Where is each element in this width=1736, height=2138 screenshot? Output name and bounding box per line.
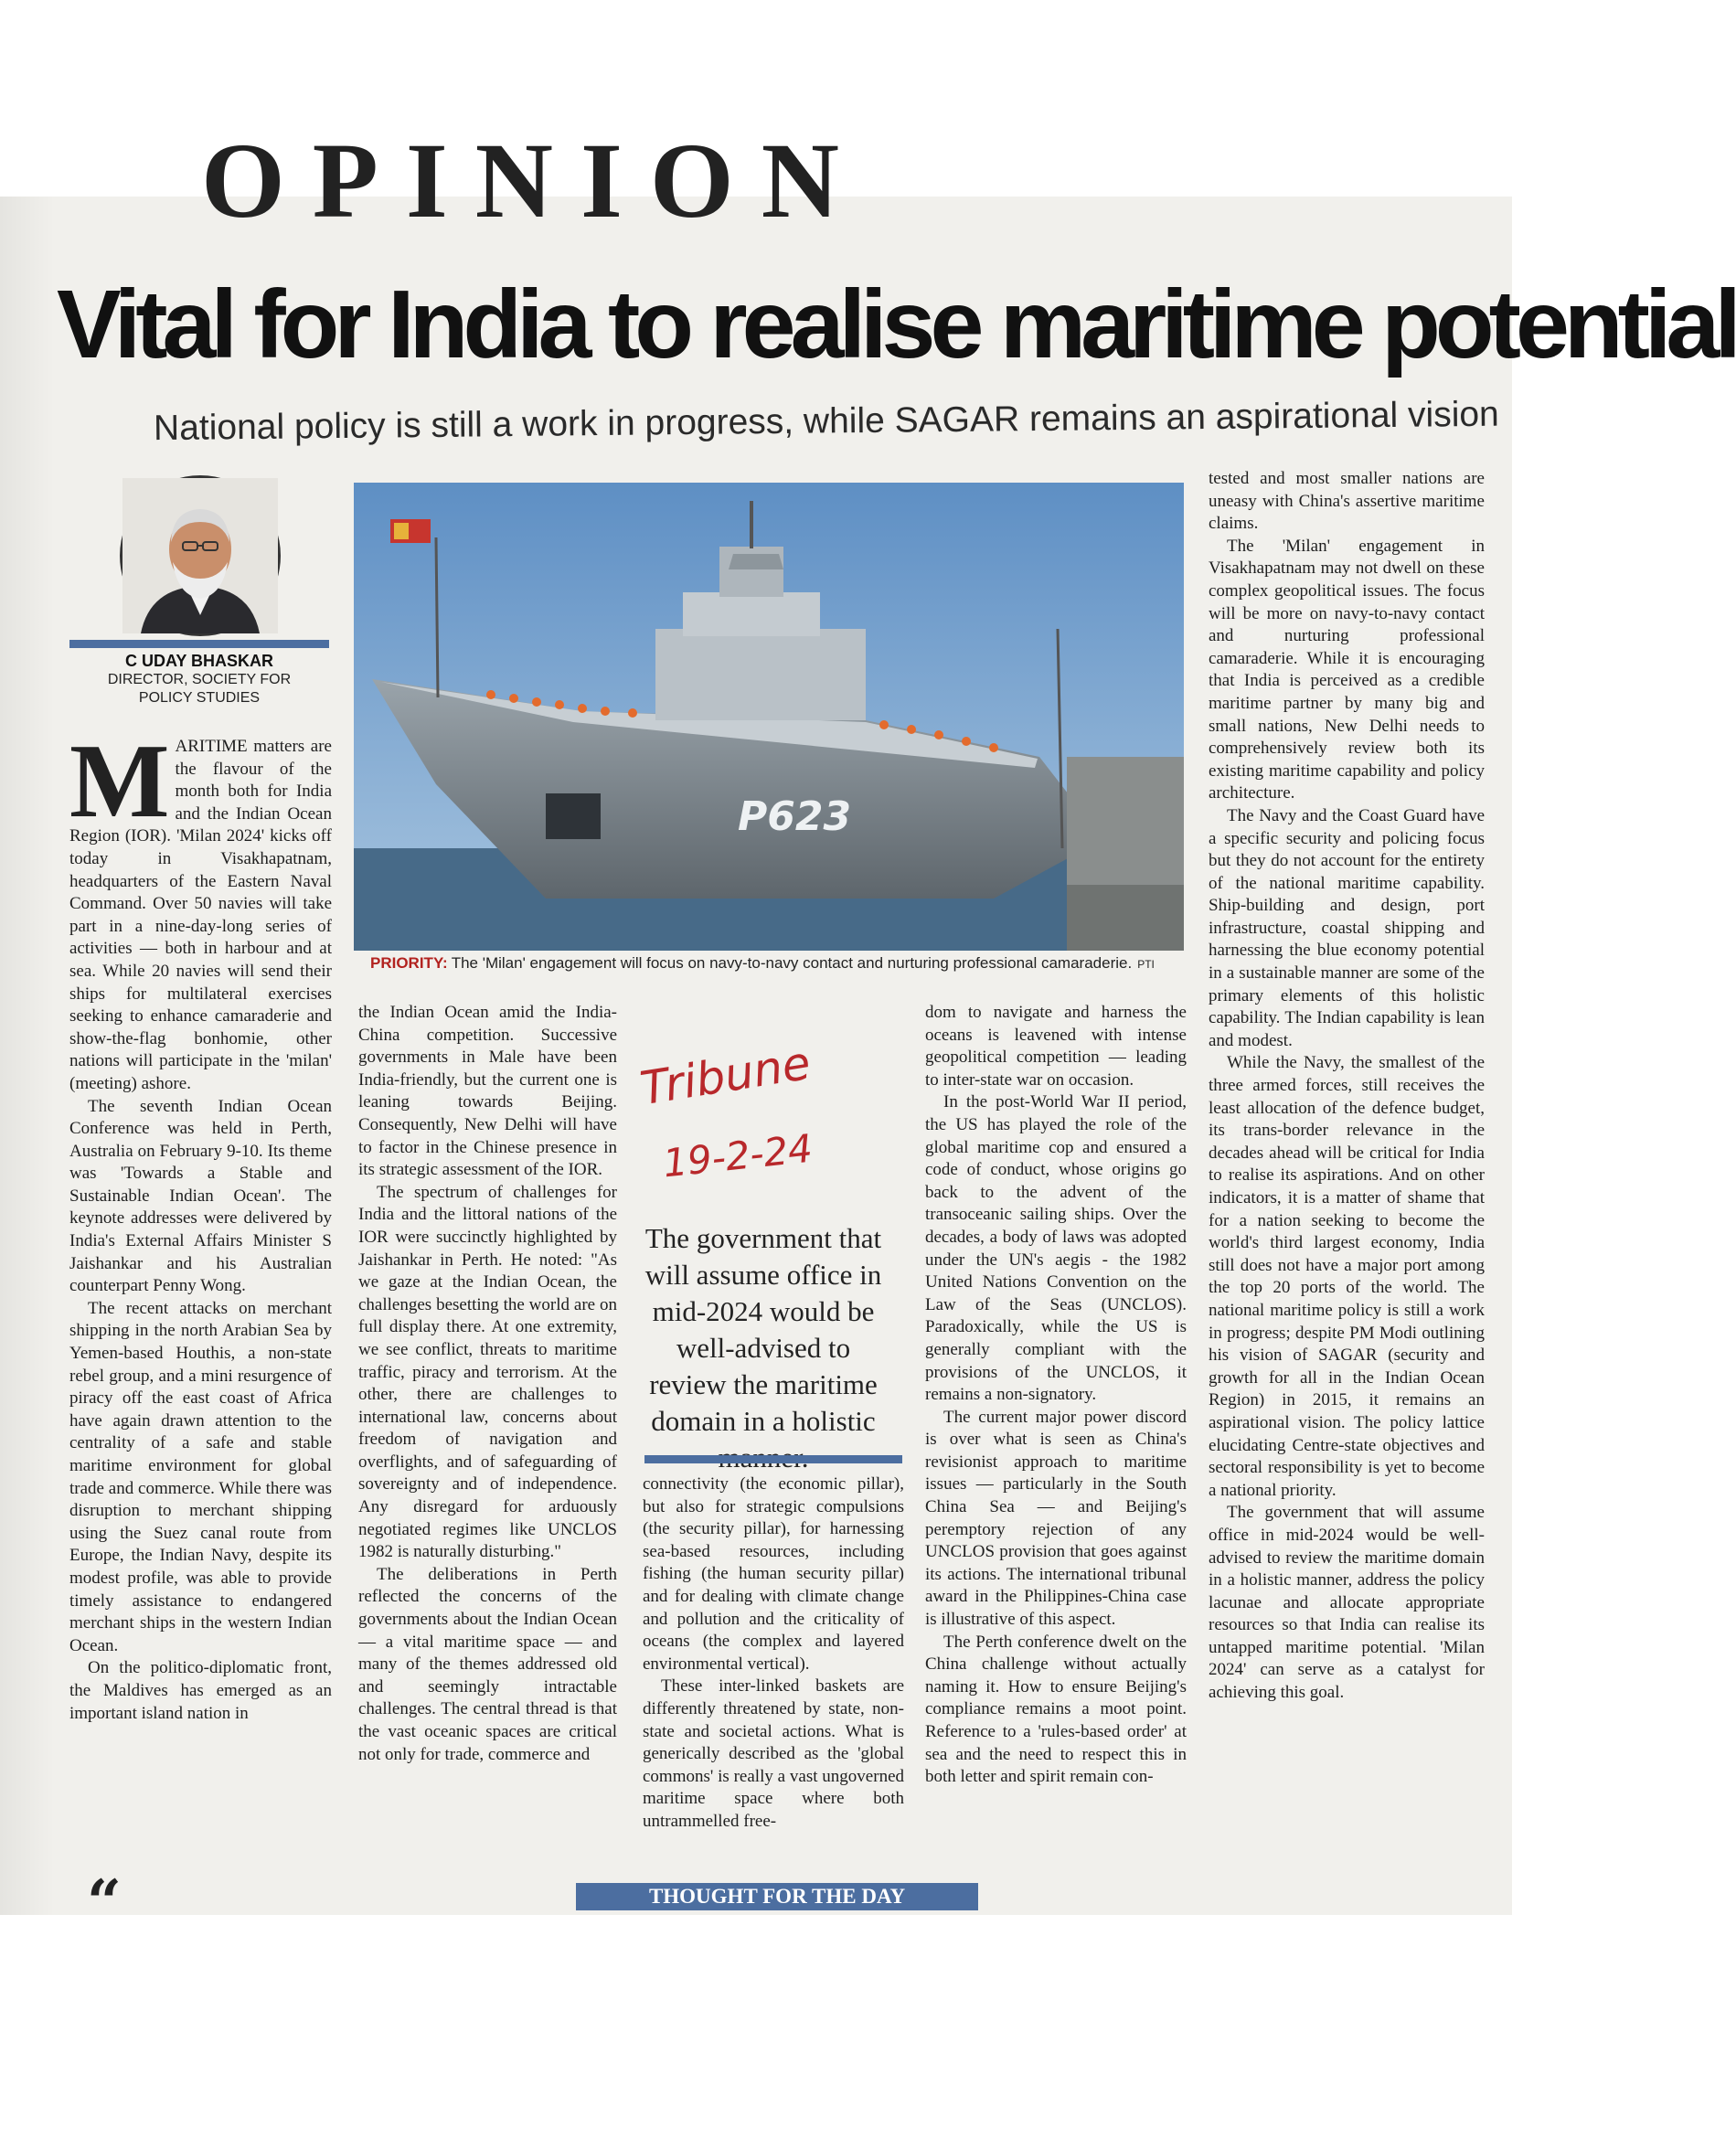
warship-photo [354,483,1184,951]
col3-paragraph-1: connectivity (the economic pillar), but also for strategic compulsions (the security pillar), for harnessing sea-based resources, including fishing (the human security pillar) and for dealing with climate change and pollution and the criticality of oceans (the complex and layered environmental vertical). [643,1474,904,1674]
page-edge-shadow [0,197,55,1915]
author-role-line1: DIRECTOR, SOCIETY FOR [107,672,292,687]
headline: Vital for India to realise maritime potential [57,271,1736,378]
col5-paragraph-1: tested and most smaller nations are uneasy with China's assertive maritime claims. [1209,469,1485,534]
col5-paragraph-3: The Navy and the Coast Guard have a specific security and policing focus but they do not account for the entirety of the national maritime capability. Ship-building and design, port infrastructure, coastal shipping and harnessing the blue economy potential in a sustainable manner are some of the primary elements of this holistic capability. The Indian capability is lean and modest. [1209,805,1485,1050]
article-column-1 [69,723,332,1856]
pull-quote-rule [644,1455,902,1463]
hull-number: P623 [738,793,852,840]
author-portrait [120,475,281,636]
col1-paragraph-2: The seventh Indian Ocean Conference was held in Perth, Australia on February 9-10. Its theme was 'Towards a Stable and Sustainable Indian Ocean'. The keynote addresses were delivered by India's External Affairs Minister S Jaishankar and his Australian counterpart Penny Wong. [69,1096,332,1296]
author-role-line2: POLICY STUDIES [138,690,261,706]
col5-paragraph-5: The government that will assume office in mid-2024 would be well-advised to review the maritime domain in a holistic manner, address the policy lacunae and allocate appropriate resources so that India can realise its untapped maritime potential. 'Milan 2024' can serve as a catalyst for achieving this goal. [1209,1503,1485,1703]
col2-paragraph-2: The spectrum of challenges for India and the littoral nations of the IOR were succinctly highlighted by Jaishankar in Perth. He noted: "As we gaze at the Indian Ocean, the challenges besetting the world are on full display there. At one extremity, we see conflict, threats to maritime traffic, piracy and terrorism. At the other, there are challenges to international law, concerns about freedom of navigation and overflights, and of safeguarding of sovereignty and of independence. Any disregard for arduously negotiated regimes like UNCLOS 1982 is naturally disturbing." [358,1182,617,1562]
subheadline: National policy is still a work in progress, while SAGAR remains an aspirational vision [153,394,1499,449]
col1-paragraph-4: On the politico-diplomatic front, the Maldives has emerged as an important island nation in [69,1658,332,1723]
col2-paragraph-1: the Indian Ocean amid the India-China competition. Successive governments in Male have been India-friendly, but the current one is leaning towards Beijing. Consequently, New Delhi will have to factor in the Chinese presence in its strategic assessment of the IOR. [358,1003,617,1180]
col2-paragraph-3: The deliberations in Perth reflected the concerns of the governments about the Indian Ocean — a vital maritime space — and many of the themes addressed old and seemingly intractable challenges. The central thread is that the vast oceanic spaces are critical not only for trade, commerce and [358,1564,617,1764]
caption-credit: PTI [1137,958,1155,971]
article-column-5 [1209,468,1485,1856]
article-column-4 [925,1002,1187,1856]
col4-paragraph-4: The Perth conference dwelt on the China challenge without actually naming it. How to ensure Beijing's compliance remains a moot point. Reference to a 'rules-based order' at sea and the need to respect this in both letter and spirit remain con- [925,1632,1187,1787]
handwritten-date: 19-2-24 [660,1125,815,1186]
section-label-partial: OPINION [201,121,867,240]
caption-label: PRIORITY: [370,954,448,972]
pull-quote: The government that will assume office in mid-2024 would be well-advised to review the maritime domain in a holistic [644,1222,882,1437]
caption-text: The 'Milan' engagement will focus on navy-to-navy contact and nurturing professional camaraderie. [451,954,1133,972]
thought-for-the-day-banner: THOUGHT FOR THE DAY [576,1883,978,1910]
article-column-2 [358,1002,617,1856]
author-name: C UDAY BHASKAR [124,652,274,670]
col4-paragraph-1: dom to navigate and harness the oceans is leavened with intense geopolitical competition — leading to inter-state war on occasion. [925,1003,1187,1090]
col1-paragraph-3: The recent attacks on merchant shipping in the north Arabian Sea by Yemen-based Houthis, a non-state rebel group, and a mini resurgence of piracy off the east coast of Africa have again drawn attention to the centrality of a safe and stable maritime environment for global trade and commerce. While there was disruption to merchant shipping using the Suez canal route from Europe, the Indian Navy, despite its modest profile, was able to provide timely assistance to endangered merchant ships in the western Indian Ocean. [69,1298,332,1655]
author-byline [69,649,329,707]
col5-paragraph-2: The 'Milan' engagement in Visakhapatnam may not dwell on these complex geopolitical issues. The focus will be more on navy-to-navy contact and nurturing professional camaraderie. While it is encouraging that India is perceived as a credible maritime partner by many big and small nations, New Delhi needs to comprehensively review both its existing maritime capability and policy architecture. [1209,536,1485,803]
drop-cap: M [69,723,170,840]
article-column-3 [643,1473,904,1856]
col4-paragraph-3: The current major power discord is over what is seen as China's revisionist approach to maritime issues — particularly in the South China Sea — and Beijing's peremptory rejection of any UNCLOS provision that goes against its actions. The international tribunal award in the Philippines-China case is illustrative of this aspect. [925,1407,1187,1630]
author-rule [69,640,329,648]
col1-paragraph-1: ARITIME matters are the flavour of the month both for India and the Indian Ocean Region (IOR). 'Milan 2024' kicks off today in Visakhapatnam, headquarters of the Eastern Naval Command. Over 50 navies will take part in a nine-day-long series of activities — both in harbour and at sea. While 20 navies will send their ships for multilateral exercises seeking to enhance camaraderie and show-the-flag bonhomie, other nations will participate in the 'milan' (meeting) ashore. [69,737,332,1093]
col4-paragraph-2: In the post-World War II period, the US has played the role of the global maritime cop and ensured a code of conduct, whose origins go back to the advent of the transoceanic sailing ships. Over the decades, a body of laws was adopted under the UN's aegis - the 1982 United Nations Convention on the Law of the Seas (UNCLOS). Paradoxically, while the US is generally compliant with the provisions of the UNCLOS, it remains a non-signatory. [925,1092,1187,1405]
quote-mark-icon: “ [87,1867,122,1938]
handwritten-publication: Tribune [636,1036,815,1116]
col3-paragraph-2: These inter-linked baskets are differently threatened by state, non-state and societal actions. What is generically described as the 'global commons' is really a vast ungoverned maritime space where both untrammelled free- [643,1676,904,1831]
photo-caption [370,954,1175,973]
col5-paragraph-4: While the Navy, the smallest of the three armed forces, still receives the least allocation of the defence budget, its trans-border relevance in the decades ahead will be critical for India to realise its aspirations. And on other indicators, it is a matter of shame that for a nation seeking to become the world's third largest economy, India still does not have a major port among the top 20 ports of the world. The national maritime policy is still a work in progress; despite PM Modi outlining his vision of SAGAR (security and growth for all in the Indian Ocean Region) in 2015, it remains an aspirational vision. The policy lattice elucidating Centre-state objectives and sectoral responsibility is yet to become a national priority. [1209,1053,1485,1500]
